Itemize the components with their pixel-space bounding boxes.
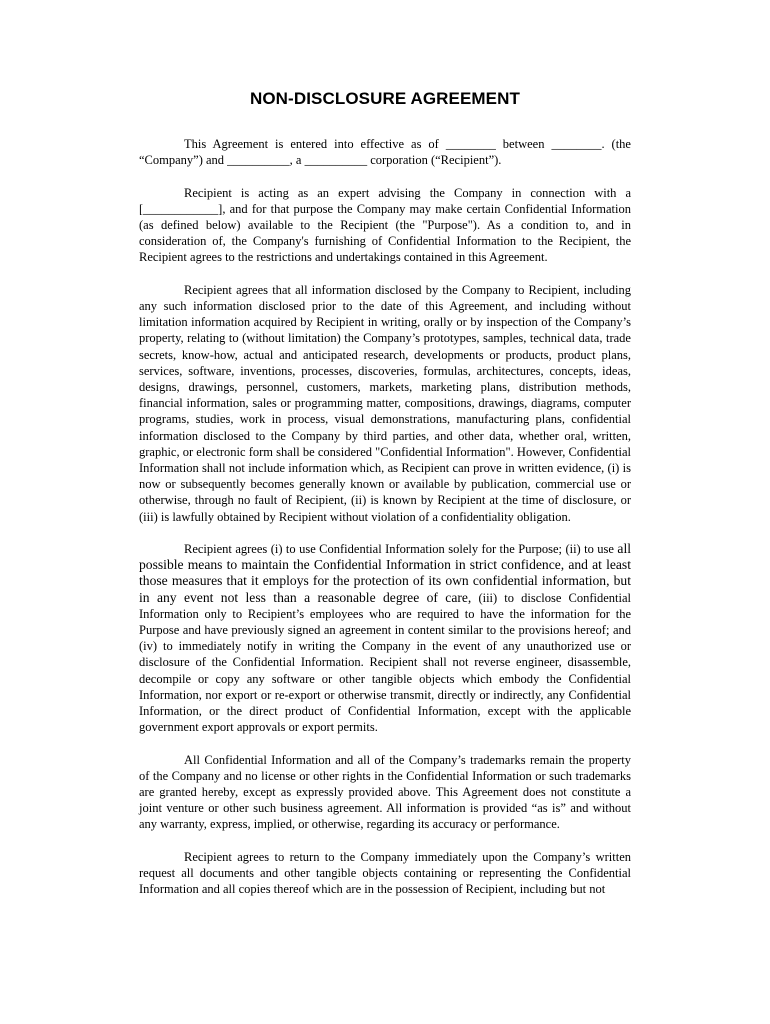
paragraph-text: Recipient agrees that all information disclosed by the Company to Recipient, including any such information disclosed prior to the date of this Agreement, and including without limitation information acquired by Recipient in writing, orally or by inspection of the Company’s property, relating to (without limitation) the Company’s prototypes, samples, technical data, trade secrets, know-how, actual and anticipated research, developments or products, product plans, services, software, inventions, processes, discoveries, formulas, architectures, concepts, ideas, designs, drawings, personnel, customers, markets, marketing plans, distribution methods, financial information, sales or programming matter, compositions, drawings, diagrams, computer programs, studies, work in process, visual demonstrations, manufacturing plans, confidential information disclosed to the Company by third parties, and other data, whether oral, written, graphic, or electronic form shall be considered "Confidential Information". However, Confidential Information shall not include information which, as Recipient can prove in written evidence, (i) is now or subsequently becomes generally known or available by publication, commercial use or otherwise, through no fault of Recipient, (ii) is known by Recipient at the time of disclosure, or (iii) is lawfully obtained by Recipient without violation of a confidentiality obligation.: [139, 282, 631, 524]
paragraph-text: Recipient agrees to return to the Company immediately upon the Company’s written request all documents and other tangible objects containing or representing the Confidential Information and all copies thereof which are in the possession of Recipient, including but not: [139, 849, 631, 897]
paragraph-return-of-materials: [139, 849, 631, 898]
document-title: NON-DISCLOSURE AGREEMENT: [249, 89, 520, 108]
paragraph-text: Recipient is acting as an expert advising the Company in connection with a [____________], and for that purpose the Company may make certain Confidential Information (as defined below) available to the Recipient (the "Purpose"). As a condition to, and in consideration of, the Company's furnishing of Confidential Information to the Recipient, the Recipient agrees to the restrictions and undertakings contained in this Agreement.: [139, 185, 631, 265]
paragraph-recipient-obligations: [139, 541, 631, 735]
paragraph-property-rights: [139, 752, 631, 833]
paragraph-effective-date: [139, 136, 631, 168]
paragraph-text-large: all possible means to maintain the Confidential Information in strict confidence, and at least those measures that it employs for the protection of its own confidential information, but in any event not less than a reasonable degree of care,: [139, 541, 631, 605]
paragraph-purpose: [139, 185, 631, 266]
document-body: [139, 136, 631, 897]
paragraph-text: All Confidential Information and all of the Company’s trademarks remain the property of the Company and no license or other rights in the Confidential Information or such trademarks are granted hereby, except as expressly provided above. This Agreement does not constitute a joint venture or other such business agreement. All information is provided “as is” and without any warranty, express, implied, or otherwise, regarding its accuracy or performance.: [139, 752, 631, 832]
paragraph-text: This Agreement is entered into effective as of ________ between ________. (the “Company”) and __________, a __________ corporation (“Recipient”).: [139, 137, 631, 168]
paragraph-text: (iii) to disclose Confidential Information only to Recipient’s employees who are required to have the information for the Purpose and have previously signed an agreement in content similar to the provisions hereof; and (iv) to immediately notify in writing the Company in the event of any unauthorized use or disclosure of the Confidential Information. Recipient shall not reverse engineer, disassemble, decompile or copy any software or other tangible objects which embody the Confidential Information, nor export or re-export or otherwise transmit, directly or indirectly, any Confidential Information, or the direct product of Confidential Information, except with the applicable government export approvals or export permits.: [139, 590, 631, 735]
paragraph-text: Recipient agrees (i) to use Confidential Information solely for the Purpose; (ii) to use: [184, 542, 618, 557]
paragraph-confidential-information-definition: [139, 282, 631, 525]
